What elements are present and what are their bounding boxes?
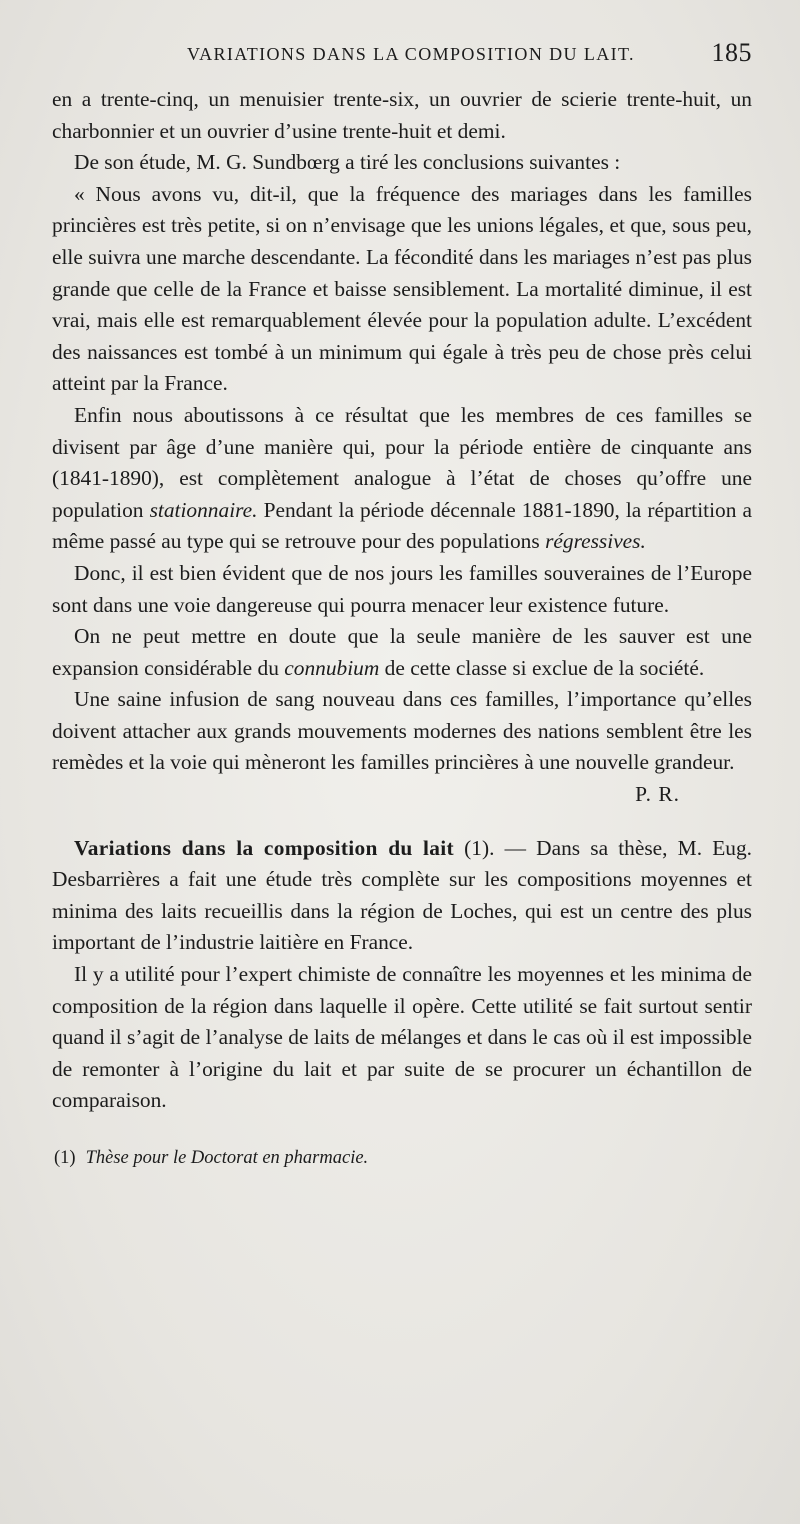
footnote-text: Thèse pour le Doctorat en pharmacie. <box>85 1148 369 1168</box>
paragraph-age-distribution <box>52 400 752 558</box>
paragraph-milk-study <box>52 833 752 959</box>
text-run: de cette classe si exclue de la société. <box>379 655 705 680</box>
paragraph-expert-utility: Il y a utilité pour l’expert chimiste de connaître les moyennes et les minima de composition de la région dans laquelle il opère. Cette utilité se fait surtout sentir quand il s’agit de l’analyse de laits de mélanges et dans le cas où il est impossible de remonter à l’origine du lait et par suite de se procurer un échantillon de comparaison. <box>52 962 752 1113</box>
footnote-reference: (1). <box>453 835 495 860</box>
paragraph-quote-start: « Nous avons vu, dit-il, que la fréquence des mariages dans les familles princières est très petite, si on n’envisage que les unions légales, et que, sous peu, elle suivra une marche descendante. La fécondité dans les mariages n’est pas plus grande que celle de la France et baisse sensiblement. La mortalité diminue, il est vrai, mais elle est remarquablement élevée pour la population adulte. L’excédent des naissances est tombé à un minimum qui égale à très peu de chose près celui atteint par la France. <box>52 181 752 396</box>
page-body <box>52 84 752 1171</box>
paragraph-conclusions-intro: De son étude, M. G. Sundbœrg a tiré les conclusions suivantes : <box>74 150 621 175</box>
section-title: Variations dans la composition du lait <box>74 835 454 860</box>
italic-term: stationnaire. <box>149 497 258 522</box>
author-signature: P. R. <box>635 782 680 807</box>
paragraph-remedies: Une saine infusion de sang nouveau dans ces familles, l’importance qu’elles doivent attacher aux grands mouvements modernes des nations semblent être les remèdes et la voie qui mèneront les familles princières à une nouvelle grandeur. <box>52 687 752 775</box>
page-header <box>50 38 752 78</box>
paragraph-expansion <box>52 621 752 684</box>
paragraph-continuation: en a trente-cinq, un menuisier trente-six, un ouvrier de scierie trente-huit, un charbonnier et un ouvrier d’usine trente-huit et demi. <box>52 87 752 143</box>
italic-term: connubium <box>284 655 380 680</box>
italic-term: régressives. <box>545 529 646 554</box>
page-number: 185 <box>711 38 752 67</box>
paragraph-sovereign-families: Donc, il est bien évident que de nos jours les familles souveraines de l’Europe sont dans une voie dangereuse qui pourra menacer leur existence future. <box>52 560 752 617</box>
running-title: VARIATIONS DANS LA COMPOSITION DU LAIT. <box>187 44 635 64</box>
footnote-mark: (1) <box>54 1148 76 1168</box>
text-run: Enfin nous aboutissons à ce résultat que les membres de ces familles se divisent par âge d’une manière qui, pour la période entière de cinquante ans (1841-1890), est complètement analogue à l’état de choses qu’offre une population <box>52 402 752 522</box>
section-spacer <box>52 811 752 833</box>
text-run: — Dans sa thèse, M. Eug. Desbarrières a fait une étude très complète sur les compositions moyennes et minima des laits recueillis dans la région de Loches, qui est un centre des plus important de l’industrie laitière en France. <box>52 835 753 955</box>
text-run: Pendant la période décennale 1881-1890, la répartition a même passé au type qui se retrouve pour des populations <box>52 497 752 554</box>
text-run: On ne peut mettre en doute que la seule manière de les sauver est une expansion considérable du <box>52 624 752 680</box>
footnote <box>52 1145 752 1171</box>
